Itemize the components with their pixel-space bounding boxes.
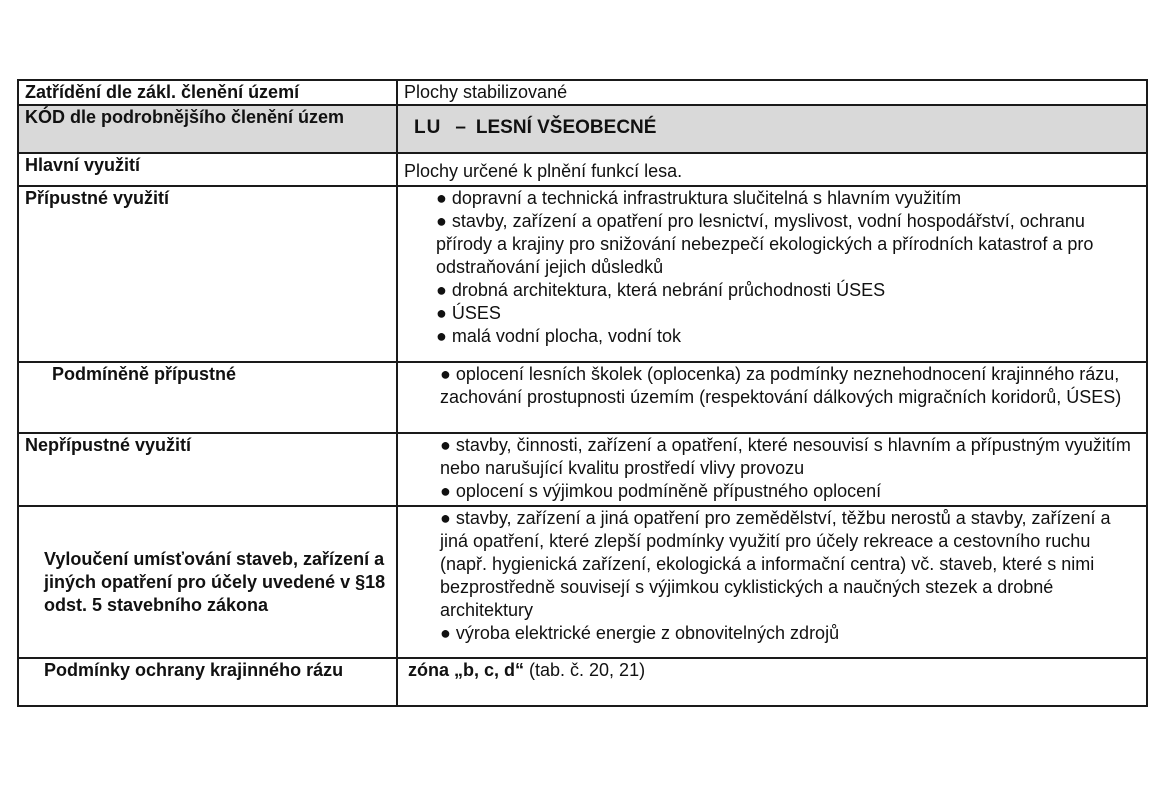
row-ochrana xyxy=(18,658,1147,706)
row-podminene xyxy=(18,362,1147,433)
list-item: ● stavby, zařízení a opatření pro lesnictví, myslivost, vodní hospodářství, ochranu přírody a krajiny pro snižování nebezpečí ekologických a přírodních katastrof a pro odstraňování jejich důsledků xyxy=(436,211,1094,277)
value-hlavni-text: Plochy určené k plnění funkcí lesa. xyxy=(404,161,683,181)
row-pripustne xyxy=(18,186,1147,362)
list-item: ● stavby, zařízení a jiná opatření pro zemědělství, těžbu nerostů a stavby, zařízení a jiná opatření, které zlepší podmínky využití pro účely rekreace a cestovního ruchu (např. hygienická zařízení, ekologická a informační centra) vč. staveb, které s nimi bezprostředně souvisejí s výjimkou cyklistických a naučných stezek a drobné architektury xyxy=(440,508,1111,620)
label-kod: KÓD dle podrobnějšího členění územ xyxy=(18,105,397,153)
list-item: ● oplocení lesních školek (oplocenka) za podmínky neznehodnocení krajinného rázu, zachování prostupnosti územím (respektování dálkových migračních koridorů, ÚSES) xyxy=(440,364,1122,407)
regulation-table xyxy=(17,79,1148,707)
bullet-icon: ● xyxy=(440,623,451,643)
value-nepripustne xyxy=(397,433,1147,506)
kod-dash: – xyxy=(455,117,466,138)
bullet-icon: ● xyxy=(436,188,447,208)
zone-rest: (tab. č. 20, 21) xyxy=(524,660,646,680)
row-zatrideni xyxy=(18,80,1147,105)
bullet-icon: ● xyxy=(440,364,451,384)
value-pripustne xyxy=(397,186,1147,362)
row-hlavni xyxy=(18,153,1147,186)
bullet-icon: ● xyxy=(436,303,447,323)
bullet-icon: ● xyxy=(440,508,451,528)
label-podminene: Podmíněně přípustné xyxy=(18,362,397,433)
row-nepripustne xyxy=(18,433,1147,506)
row-kod xyxy=(18,105,1147,153)
bullet-icon: ● xyxy=(440,481,451,501)
value-zatrideni: Plochy stabilizované xyxy=(397,80,1147,105)
label-pripustne: Přípustné využití xyxy=(18,186,397,362)
bullet-icon: ● xyxy=(436,326,447,346)
value-hlavni xyxy=(397,153,1147,186)
label-nepripustne: Nepřípustné využití xyxy=(18,433,397,506)
list-item: ● dopravní a technická infrastruktura slučitelná s hlavním využitím xyxy=(436,188,962,208)
value-kod xyxy=(397,105,1147,153)
label-vylouceni: Vyloučení umísťování staveb, zařízení a jiných opatření pro účely uvedené v §18 odst. 5 stavebního zákona xyxy=(18,506,397,658)
label-ochrana: Podmínky ochrany krajinného rázu xyxy=(18,658,397,706)
label-zatrideni: Zatřídění dle zákl. členění území xyxy=(18,80,397,105)
value-podminene xyxy=(397,362,1147,433)
list-item: ● ÚSES xyxy=(436,303,501,323)
bullet-icon: ● xyxy=(436,211,447,231)
list-item: ● drobná architektura, která nebrání průchodnosti ÚSES xyxy=(436,280,886,300)
value-ochrana xyxy=(397,658,1147,706)
value-vylouceni xyxy=(397,506,1147,658)
kod-code: LU xyxy=(414,117,442,138)
row-vylouceni xyxy=(18,506,1147,658)
zone-bold: zóna „b, c, d“ xyxy=(408,660,525,680)
list-item: ● výroba elektrické energie z obnovitelných zdrojů xyxy=(440,623,840,643)
bullet-icon: ● xyxy=(436,280,447,300)
bullet-icon: ● xyxy=(440,435,451,455)
list-item: ● oplocení s výjimkou podmíněně přípustného oplocení xyxy=(440,481,882,501)
list-item: ● malá vodní plocha, vodní tok xyxy=(436,326,682,346)
label-hlavni: Hlavní využití xyxy=(18,153,397,186)
list-item: ● stavby, činnosti, zařízení a opatření, které nesouvisí s hlavním a přípustným využitím nebo narušující kvalitu prostředí vlivy provozu xyxy=(440,435,1131,478)
kod-name: LESNÍ VŠEOBECNÉ xyxy=(475,117,657,138)
